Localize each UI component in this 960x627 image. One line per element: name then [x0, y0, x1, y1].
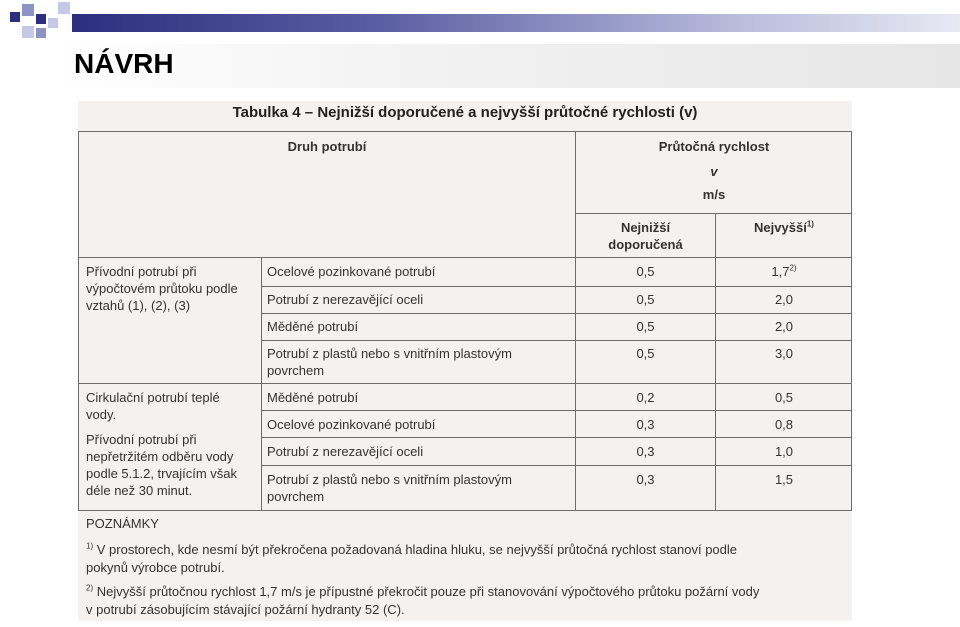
scanned-table — [78, 101, 852, 621]
decor-square — [22, 4, 34, 16]
pipe-type-cell: Potrubí z nerezavějící oceli — [267, 444, 424, 459]
pipe-type-cell: Měděné potrubí — [267, 390, 359, 405]
group2a-line: vody. — [86, 407, 117, 422]
max-velocity-cell: 0,5 — [774, 390, 794, 405]
max-velocity-cell: 1,0 — [774, 444, 794, 459]
group1-line: vztahů (1), (2), (3) — [86, 298, 191, 313]
pipe-type-cell: Ocelové pozinkované potrubí — [267, 264, 436, 279]
footnote-2: $^{2)}$ Nejvyšší průtočnou rychlost 1,7 m/s je přípustné překročit pouze při stanovování výpočtového průtoku požární vody v potrubí zásobujícím stávající požární hydranty 52 (C). — [86, 583, 760, 617]
min-velocity-cell: 0,3 — [636, 444, 655, 459]
pipe-type-cell: Potrubí z plastů nebo s vnitřním plastovým — [267, 472, 512, 487]
header-pipe-type: Druh potrubí — [287, 139, 367, 154]
group1-line: výpočtovém průtoku podle — [86, 281, 238, 296]
decor-square — [36, 14, 46, 24]
pipe-type-cell: Potrubí z nerezavějící oceli — [267, 292, 424, 307]
min-velocity-cell: 0,5 — [636, 319, 655, 334]
group2b-line: Přívodní potrubí při — [86, 432, 197, 447]
header-gradient-bar — [72, 14, 960, 32]
header-flow-symbol: v — [710, 164, 718, 179]
max-velocity-cell: 0,8 — [774, 417, 794, 432]
decor-square — [36, 28, 46, 38]
title-bar — [55, 44, 960, 88]
pipe-type-cell: Potrubí z plastů nebo s vnitřním plastovým — [267, 346, 512, 361]
max-velocity-cell: 1,5 — [774, 472, 794, 487]
max-velocity-cell: 3,0 — [774, 346, 794, 361]
decor-square — [10, 12, 20, 22]
max-velocity-cell: 2,0 — [774, 292, 794, 307]
footnote-1: $^{1)}$ V prostorech, kde nesmí být překročena požadovaná hladina hluku, se nejvyšší průtočná rychlost stanoví podle pokynů výrobce potrubí. — [86, 541, 738, 575]
pipe-type-cell: Měděné potrubí — [267, 319, 359, 334]
pipe-type-cell-cont: povrchem — [267, 363, 325, 378]
min-velocity-cell: 0,5 — [636, 346, 655, 361]
header-min-line2: doporučená — [608, 237, 683, 252]
header-max: Nejvyšší$^{1)}$ — [754, 219, 814, 235]
group2b-line: podle 5.1.2, trvajícím však — [86, 466, 238, 481]
decor-square — [48, 18, 58, 28]
pipe-type-cell: Ocelové pozinkované potrubí — [267, 417, 436, 432]
min-velocity-cell: 0,3 — [636, 417, 655, 432]
min-velocity-cell: 0,5 — [636, 264, 655, 279]
group2b-line: nepřetržitém odběru vody — [86, 449, 234, 464]
max-velocity-cell: 1,7$^{2)}$ — [771, 263, 797, 279]
slide-title: NÁVRH — [74, 48, 174, 79]
header-flow-title: Průtočná rychlost — [658, 139, 770, 154]
table-title: Tabulka 4 – Nejnižší doporučené a nejvyšší průtočné rychlosti (v) — [232, 104, 698, 121]
max-velocity-cell: 2,0 — [774, 319, 794, 334]
min-velocity-cell: 0,2 — [636, 390, 655, 405]
group2b-line: déle než 30 minut. — [86, 483, 193, 498]
pipe-type-cell-cont: povrchem — [267, 489, 325, 504]
min-velocity-cell: 0,3 — [636, 472, 655, 487]
min-velocity-cell: 0,5 — [636, 292, 655, 307]
header-flow-unit: m/s — [702, 187, 726, 202]
header-min-line1: Nejnižší — [620, 220, 671, 235]
group1-line: Přívodní potrubí při — [86, 264, 197, 279]
group2a-line: Cirkulační potrubí teplé — [86, 390, 220, 405]
notes-heading: POZNÁMKY — [86, 516, 159, 531]
decor-square — [58, 2, 70, 14]
decor-square — [22, 26, 34, 38]
